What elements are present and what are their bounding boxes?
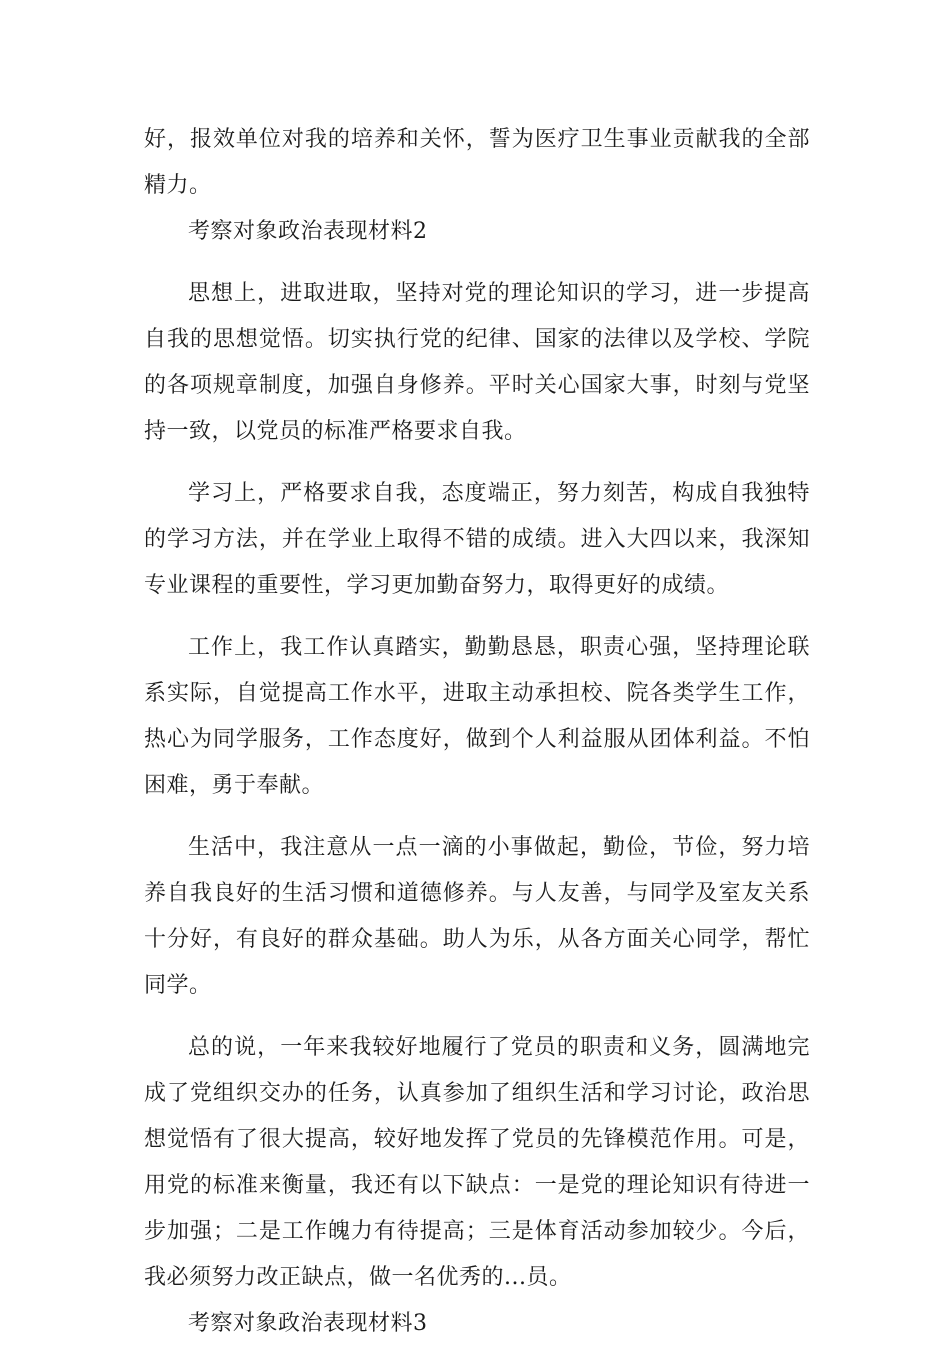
paragraph-study: 学习上，严格要求自我，态度端正，努力刻苦，构成自我独特的学习方法，并在学业上取得不错的成绩。进入大四以来，我深知专业课程的重要性，学习更加勤奋努力，取得更好的成绩。 xyxy=(144,481,810,598)
paragraph-life: 生活中，我注意从一点一滴的小事做起，勤俭，节俭，努力培养自我良好的生活习惯和道德修养。与人友善，与同学及室友关系十分好，有良好的群众基础。助人为乐，从各方面关心同学，帮忙同学。 xyxy=(144,835,810,998)
section-heading-3: 考察对象政治表现材料3 xyxy=(188,1311,428,1336)
paragraph-thought: 思想上，进取进取，坚持对党的理论知识的学习，进一步提高自我的思想觉悟。切实执行党的纪律、国家的法律以及学校、学院的各项规章制度，加强自身修养。平时关心国家大事，时刻与党坚持一致，以党员的标准严格要求自我。 xyxy=(144,281,810,444)
paragraph-summary: 总的说，一年来我较好地履行了党员的职责和义务，圆满地完成了党组织交办的任务，认真参加了组织生活和学习讨论，政治思想觉悟有了很大提高，较好地发挥了党员的先锋模范作用。可是，用党的标准来衡量，我还有以下缺点：一是党的理论知识有待进一步加强；二是工作魄力有待提高；三是体育活动参加较少。今后，我必须努力改正缺点，做一名优秀的...员。 xyxy=(144,1035,810,1290)
document-body xyxy=(144,117,810,1347)
continuation-paragraph: 好，报效单位对我的培养和关怀，誓为医疗卫生事业贡献我的全部精力。 xyxy=(144,127,810,198)
section-heading-2: 考察对象政治表现材料2 xyxy=(188,219,428,244)
paragraph-work: 工作上，我工作认真踏实，勤勤恳恳，职责心强，坚持理论联系实际，自觉提高工作水平，进取主动承担校、院各类学生工作，热心为同学服务，工作态度好，做到个人利益服从团体利益。不怕困难，勇于奉献。 xyxy=(144,635,810,798)
